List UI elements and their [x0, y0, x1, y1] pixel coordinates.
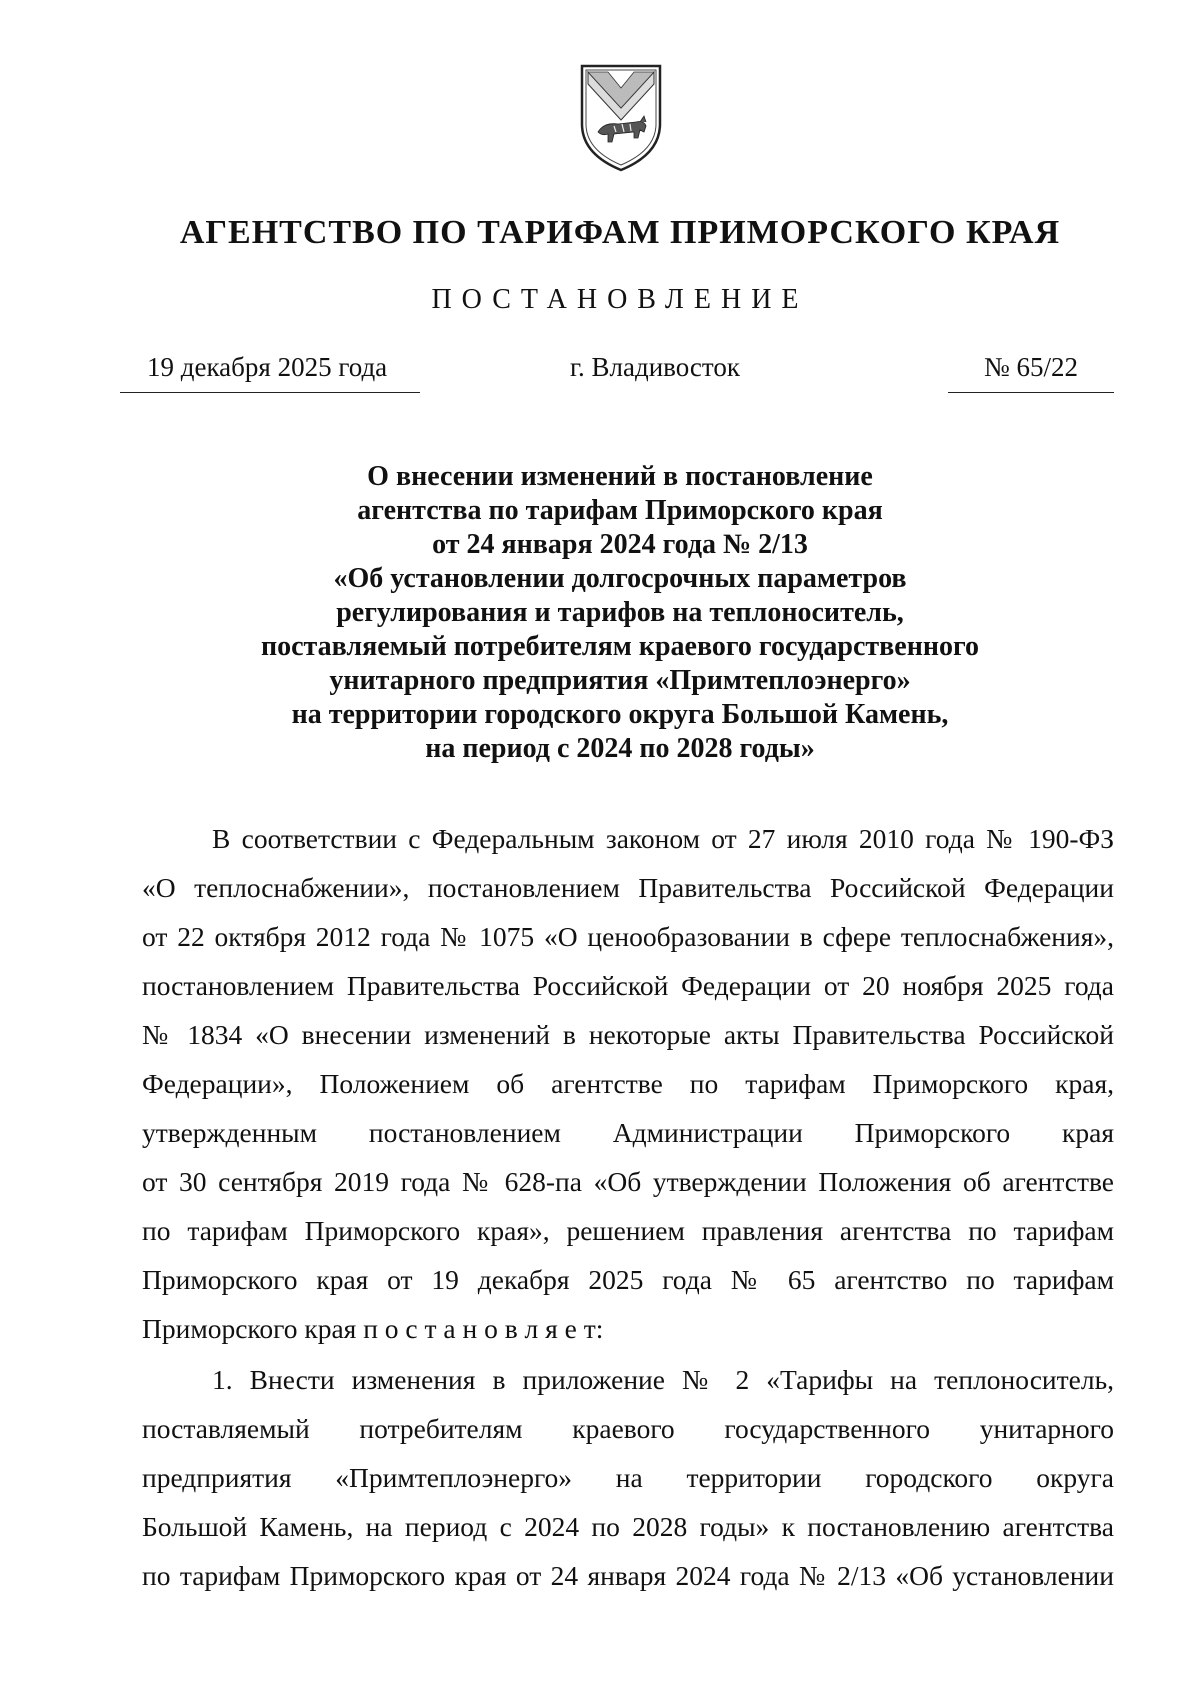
agency-title: АГЕНТСТВО ПО ТАРИФАМ ПРИМОРСКОГО КРАЯ	[179, 214, 1061, 251]
body-line: Большой Камень, на период с 2024 по 2028 годы» к постановлению агентства	[142, 1511, 1114, 1542]
number-underline	[948, 392, 1114, 393]
body-line: от 30 сентября 2019 года № 628-па «Об утверждении Положения об агентстве	[142, 1166, 1114, 1197]
body-line: Приморского края п о с т а н о в л я е т:	[142, 1313, 604, 1344]
subject-line: на период с 2024 по 2028 годы»	[425, 733, 815, 764]
date-underline	[120, 392, 420, 393]
body-line: Приморского края от 19 декабря 2025 года № 65 агентство по тарифам	[142, 1264, 1114, 1295]
subject-line: агентства по тарифам Приморского края	[357, 495, 883, 526]
body-line: постановлением Правительства Российской Федерации от 20 ноября 2025 года	[142, 970, 1114, 1001]
document-date: 19 декабря 2025 года	[147, 352, 388, 382]
body-line: поставляемый потребителям краевого государственного унитарного	[142, 1413, 1114, 1444]
body-line: по тарифам Приморского края», решением правления агентства по тарифам	[142, 1215, 1114, 1246]
document-number: № 65/22	[984, 352, 1079, 382]
body-line: утвержденным постановлением Администрации Приморского края	[142, 1117, 1114, 1148]
subject-line: от 24 января 2024 года № 2/13	[432, 529, 808, 560]
body-line: № 1834 «О внесении изменений в некоторые акты Правительства Российской	[142, 1019, 1114, 1050]
subject-line: унитарного предприятия «Примтеплоэнерго»	[329, 665, 911, 696]
body-line: от 22 октября 2012 года № 1075 «О ценообразовании в сфере теплоснабжения»,	[142, 921, 1114, 952]
subject-line: поставляемый потребителям краевого государственного	[260, 631, 979, 662]
body-line: 1. Внести изменения в приложение № 2 «Тарифы на теплоноситель,	[212, 1364, 1114, 1395]
document-city: г. Владивосток	[570, 352, 740, 382]
body-line: «О теплоснабжении», постановлением Правительства Российской Федерации	[142, 872, 1114, 903]
subject-line: регулирования и тарифов на теплоноситель,	[336, 597, 904, 628]
subject-line: на территории городского округа Большой Камень,	[291, 699, 949, 730]
subject-line: О внесении изменений в постановление	[367, 461, 873, 492]
body-line: В соответствии с Федеральным законом от 27 июля 2010 года № 190-ФЗ	[212, 823, 1114, 854]
body-line: Федерации», Положением об агентстве по тарифам Приморского края,	[142, 1068, 1114, 1099]
document-type: ПОСТАНОВЛЕНИЕ	[431, 284, 809, 315]
body-line: по тарифам Приморского края от 24 января 2024 года № 2/13 «Об установлении	[142, 1560, 1114, 1591]
coat-of-arms-icon	[578, 62, 664, 174]
body-line: предприятия «Примтеплоэнерго» на территории городского округа	[142, 1462, 1114, 1493]
document-subject	[0, 460, 1200, 766]
subject-line: «Об установлении долгосрочных параметров	[333, 563, 907, 594]
